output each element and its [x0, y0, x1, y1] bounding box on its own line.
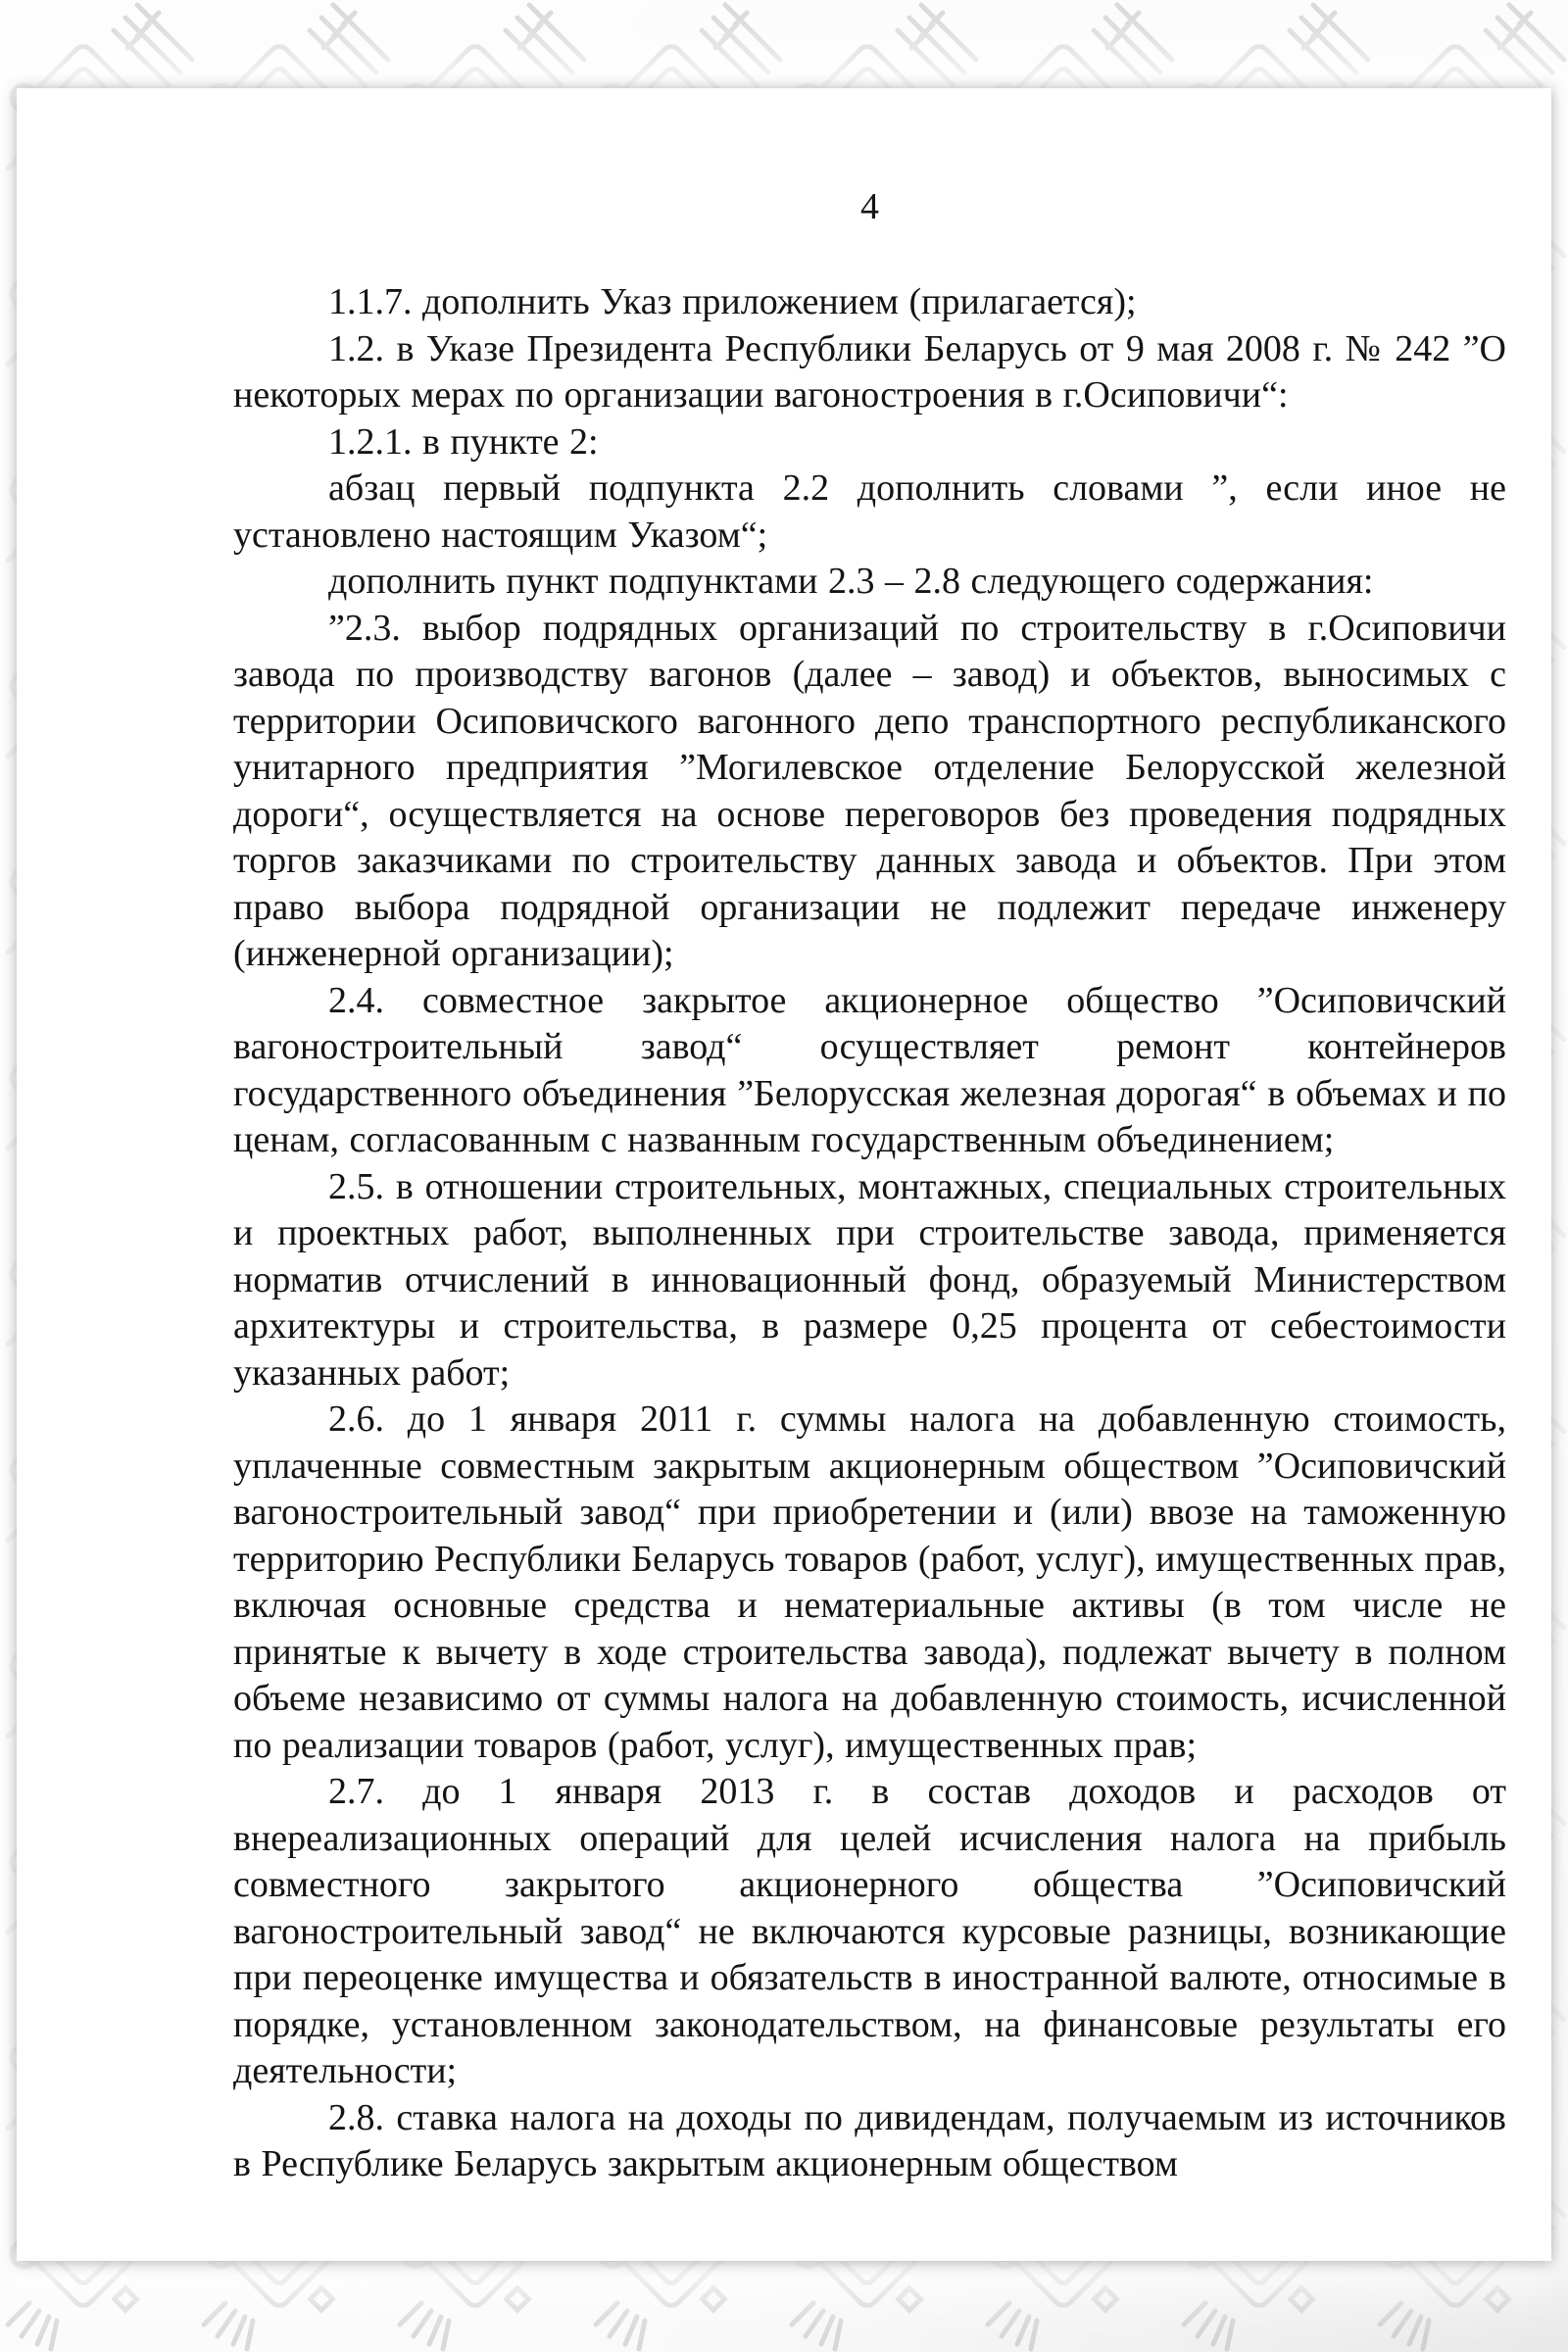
paragraph-1-2: 1.2. в Указе Президента Республики Беларусь от 9 мая 2008 г. № 242 ”О некоторых мерах по организации вагоностроения в г.Осиповичи“:	[233, 327, 1506, 416]
paragraph-2-7: 2.7. до 1 января 2013 г. в состав доходов и расходов от внереализационных операций для целей исчисления налога на прибыль совместного закрытого акционерного общества ”Осиповичский вагоностроительный завод“ не включаются курсовые разницы, возникающие при переоценке имущества и обязательств в иностранной валюте, относимые в порядке, установленном законодательством, на финансовые результаты его деятельности;	[233, 1771, 1506, 2091]
paragraph-1-1-7: 1.1.7. дополнить Указ приложением (прилагается);	[328, 281, 1137, 322]
document-text	[233, 279, 1506, 2188]
paragraph-dopolnit: дополнить пункт подпунктами 2.3 – 2.8 следующего содержания:	[328, 561, 1374, 602]
page-content	[233, 88, 1506, 2188]
paragraph-2-4: 2.4. совместное закрытое акционерное общество ”Осиповичский вагоностроительный завод“ осуществляет ремонт контейнеров государственного объединения ”Белорусская железная дорогая“ в объемах и по ценам, согласованным с названным государственным объединением;	[233, 979, 1506, 1160]
paragraph-2-3: ”2.3. выбор подрядных организаций по строительству в г.Осиповичи завода по производству вагонов (далее – завод) и объектов, выносимых с территории Осиповичского вагонного депо транспортного республиканского унитарного предприятия ”Могилевское отделение Белорусской железной дороги“, осуществляется на основе переговоров без проведения подрядных торгов заказчиками по строительству данных завода и объектов. При этом право выбора подрядной организации не подлежит передаче инженеру (инженерной организации);	[233, 607, 1506, 974]
paragraph-2-8: 2.8. ставка налога на доходы по дивидендам, получаемым из источников в Республике Беларусь закрытым акционерным обществом	[233, 2096, 1506, 2184]
paragraph-abzac: абзац первый подпункта 2.2 дополнить словами ”, если иное не установлено настоящим Указом“;	[233, 467, 1506, 556]
paragraph-2-6: 2.6. до 1 января 2011 г. суммы налога на добавленную стоимость, уплаченные совместным закрытым акционерным обществом ”Осиповичский вагоностроительный завод“ при приобретении и (или) ввозе на таможенную территорию Республики Беларусь товаров (работ, услуг), имущественных прав, включая основные средства и нематериальные активы (в том числе не принятые к вычету в ходе строительства завода), подлежат вычету в полном объеме независимо от суммы налога на добавленную стоимость, исчисленной по реализации товаров (работ, услуг), имущественных прав;	[233, 1398, 1506, 1766]
document-page	[17, 88, 1551, 2261]
paragraph-2-5: 2.5. в отношении строительных, монтажных, специальных строительных и проектных работ, выполненных при строительстве завода, применяется норматив отчислений в инновационный фонд, образуемый Министерством архитектуры и строительства, в размере 0,25 процента от себестоимости указанных работ;	[233, 1165, 1506, 1394]
paragraph-1-2-1: 1.2.1. в пункте 2:	[328, 420, 599, 463]
page-number: 4	[860, 186, 879, 227]
